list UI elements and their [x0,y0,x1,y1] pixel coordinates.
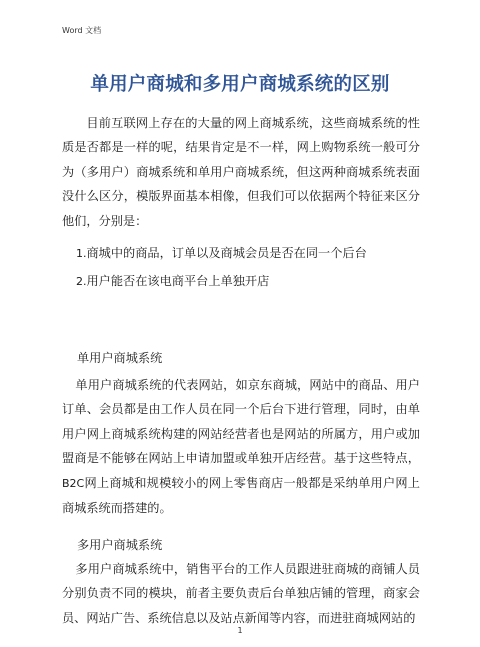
list-item-text: 用户能否在该电商平台上单独开店 [86,274,270,288]
section-heading-multi-user: 多用户商城系统 [77,538,163,552]
list-item-text: 商城中的商品，订单以及商城会员是否在同一个后台 [86,246,367,260]
list-item-number: 1. [76,247,87,260]
list-item-number: 2. [76,275,87,288]
list-item [76,269,269,294]
section-paragraph-multi-user: 多用户商城系统中，销售平台的工作人员跟进驻商城的商铺人员分别负责不同的模块，前者主要负责后台单独店铺的管理，商家会员、网站广告、系统信息以及站点新闻等内容，而进驻商城网站的 [62,562,420,625]
header-label: Word 文档 [62,26,102,35]
section-paragraph-single-user [62,373,420,520]
section-heading-single-user: 单用户商城系统 [77,351,163,365]
intro-paragraph: 目前互联网上存在的大量的网上商城系统，这些商城系统的性质是否都是一样的呢，结果肯定是不一样，网上购物系统一般可分为（多用户）商城系统和单用户商城系统，但这两种商城系统表面没什么区分，模版界面基本相像，但我们可以依据两个特征来区分他们，分别是： [62,116,420,228]
paragraph-text: 网上商城和规模较小的网上零售商店一般都是采纳单用户网上商城系统而搭建的。 [62,475,420,516]
list-item [76,241,367,266]
page-number: 1 [237,626,243,635]
b2c-term: B2C [62,476,85,490]
document-title: 单用户商城和多用户商城系统的区别 [90,74,390,95]
paragraph-text: 单用户商城系统的代表网站，如京东商城，网站中的商品、用户订单、会员都是由工作人员在同一个后台下进行管理，同时，由单用户网上商城系统构建的网站经营者也是网站的所属方，用户或加盟商是不能够在网站上申请加盟或单独开店经营。基于这些特点， [62,378,420,466]
